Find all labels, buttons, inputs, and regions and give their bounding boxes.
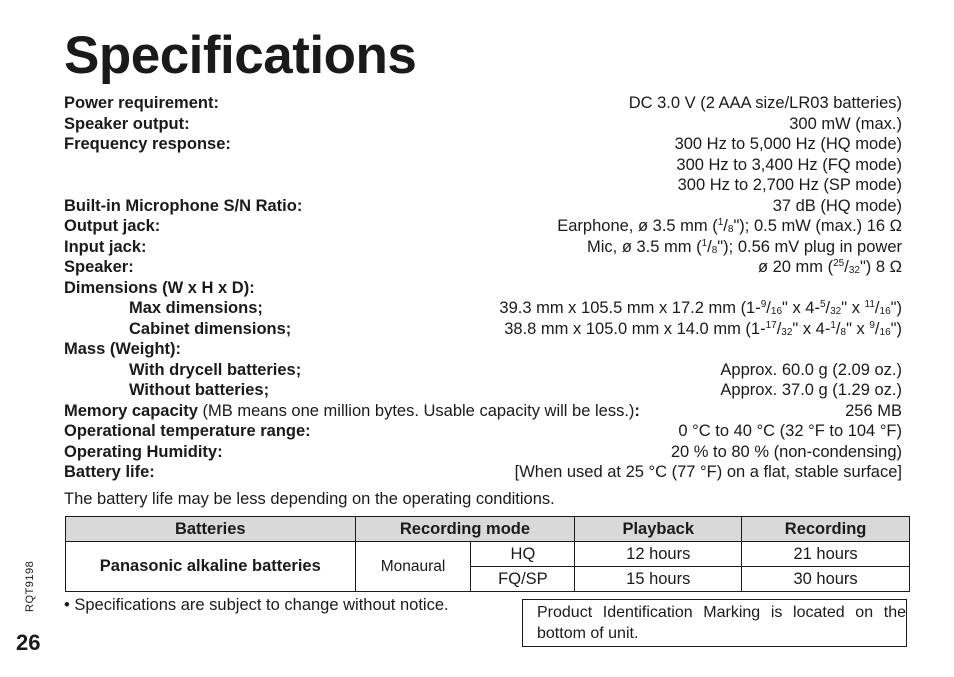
document-code: RQT9198 <box>24 560 36 612</box>
spec-label: Power requirement: <box>64 94 219 112</box>
spec-label: Input jack: <box>64 237 147 256</box>
page-title: Specifications <box>64 26 417 85</box>
spec-row-battery-life <box>64 462 902 483</box>
spec-value: ø 20 mm $(^{25}/_{32}")$ 8 Ω <box>757 258 902 276</box>
spec-row-output-jack <box>64 216 902 237</box>
spec-row-input-jack <box>64 237 902 258</box>
spec-label: Output jack: <box>64 217 161 235</box>
spec-label: Speaker output: <box>64 114 190 133</box>
table-cell-playback: 15 hours <box>575 567 742 592</box>
spec-value: 300 Hz to 5,000 Hz (HQ mode) <box>674 135 902 153</box>
spec-row-dimensions <box>64 278 902 299</box>
spec-row-mass <box>64 339 902 360</box>
page-number: 26 <box>16 630 41 655</box>
spec-row-temperature <box>64 421 902 442</box>
table-cell-playback: 12 hours <box>575 542 742 567</box>
spec-row-memory <box>64 401 902 422</box>
spec-row-mass-without <box>64 380 902 401</box>
battery-life-note: The battery life may be less depending on the operating conditions. <box>64 490 555 508</box>
spec-label: Speaker: <box>64 258 134 276</box>
table-cell-mode: HQ <box>471 542 575 567</box>
spec-label: Battery life: <box>64 463 155 481</box>
spec-list <box>64 93 902 483</box>
spec-label: Dimensions (W x H x D): <box>64 278 255 297</box>
table-header: Recording mode <box>355 517 575 542</box>
table-cell-recording: 30 hours <box>742 567 910 592</box>
spec-value: 300 mW (max.) <box>789 114 902 133</box>
spec-row-mic <box>64 196 902 217</box>
table-cell-battery: Panasonic alkaline batteries <box>66 542 356 592</box>
spec-value: 37 dB (HQ mode) <box>772 196 902 215</box>
spec-value: DC 3.0 V (2 AAA size/LR03 batteries) <box>628 94 902 112</box>
spec-label: Without batteries; <box>129 381 270 399</box>
spec-value: 39.3 mm x 105.5 mm x 17.2 mm ($1-^9/_{16}$" x $4-^5/_{32}$" x $^{11}/_{16}$") <box>499 299 902 317</box>
table-cell-recording: 21 hours <box>742 542 910 567</box>
spec-row-mass-with <box>64 360 902 381</box>
spec-row-max-dimensions <box>64 298 902 319</box>
spec-value: 38.8 mm x 105.0 mm x 14.0 mm ($1-^{17}/_{32}$" x $4-^1/_8$" x $^9/_{16}$") <box>504 319 902 338</box>
table-header: Batteries <box>66 517 356 542</box>
spec-value: Mic, ø 3.5 mm $(^1/_8")$; 0.56 mV plug in power <box>586 237 902 256</box>
table-cell-channel: Monaural <box>355 542 471 592</box>
spec-value: Earphone, ø 3.5 mm $(^1/_8")$; 0.5 mW (max.) 16 Ω <box>557 217 902 235</box>
spec-row-cabinet-dimensions <box>64 319 902 340</box>
spec-value: 256 MB <box>845 401 902 420</box>
spec-value: 20 % to 80 % (non-condensing) <box>670 442 902 461</box>
table-header-row <box>66 517 910 542</box>
spec-label: Operational temperature range: <box>64 422 311 440</box>
spec-row-frequency-sp <box>64 175 902 196</box>
spec-row-power <box>64 93 902 114</box>
table-header: Playback <box>575 517 742 542</box>
spec-row-speaker <box>64 257 902 278</box>
spec-label: Mass (Weight): <box>64 340 182 358</box>
table-header: Recording <box>742 517 910 542</box>
spec-label: Cabinet dimensions; <box>129 319 292 338</box>
spec-value: 300 Hz to 3,400 Hz (FQ mode) <box>676 155 902 174</box>
spec-label: Max dimensions; <box>129 299 263 317</box>
spec-label: Built-in Microphone S/N Ratio: <box>64 196 303 215</box>
change-notice: • Specifications are subject to change without notice. <box>64 596 449 614</box>
spec-row-frequency <box>64 134 902 155</box>
spec-label: Operating Humidity: <box>64 442 223 461</box>
battery-life-table <box>65 516 910 592</box>
spec-row-speaker-output <box>64 114 902 135</box>
spec-label: Memory capacity (MB means one million bytes. Usable capacity will be less.): <box>64 401 640 420</box>
spec-value: [When used at 25 °C (77 °F) on a flat, stable surface] <box>514 463 902 481</box>
spec-row-frequency-fq <box>64 155 902 176</box>
identification-marking-box: Product Identification Marking is located on the bottom of unit. <box>522 599 907 647</box>
spec-value: Approx. 60.0 g (2.09 oz.) <box>720 360 902 379</box>
spec-label: With drycell batteries; <box>129 360 302 379</box>
table-row <box>66 542 910 567</box>
table-cell-mode: FQ/SP <box>471 567 575 592</box>
spec-row-humidity <box>64 442 902 463</box>
spec-label: Frequency response: <box>64 135 231 153</box>
spec-value: 300 Hz to 2,700 Hz (SP mode) <box>677 176 902 194</box>
spec-value: Approx. 37.0 g (1.29 oz.) <box>720 381 902 399</box>
spec-value: 0 °C to 40 °C (32 °F to 104 °F) <box>678 422 902 440</box>
